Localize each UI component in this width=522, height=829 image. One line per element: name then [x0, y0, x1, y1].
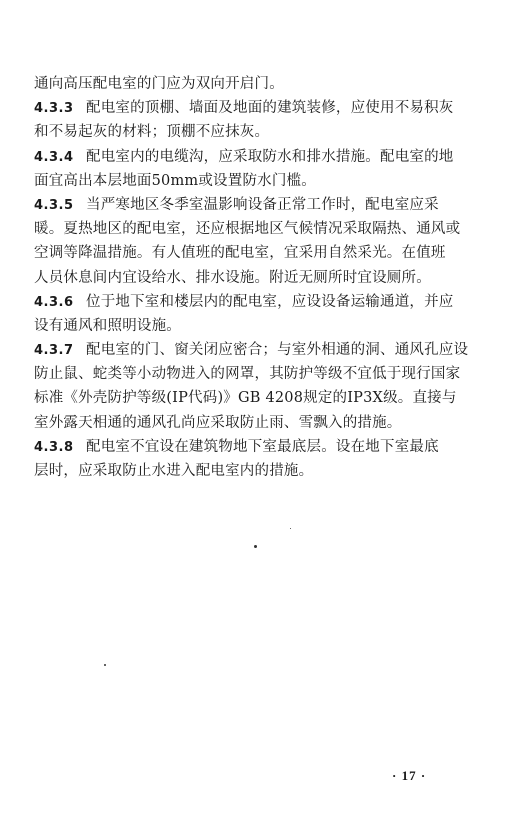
clause-4-3-4 [34, 145, 476, 169]
text-line [34, 362, 476, 386]
clause-number: 4.3.7 [34, 343, 74, 359]
page-number: · 17 · [392, 768, 427, 783]
scan-speck [254, 545, 257, 548]
text-line-content: 防止鼠、蛇类等小动物进入的网罩，其防护等级不宜低于现行国家 [34, 366, 461, 383]
text-line-content: 室外露天相通的通风孔尚应采取防止雨、雪飘入的措施。 [34, 414, 402, 431]
text-line-content: 通向高压配电室的门应为双向开启门。 [34, 76, 284, 92]
clause-number: 4.3.4 [34, 149, 74, 165]
text-line [34, 459, 476, 483]
clause-4-3-3 [34, 96, 476, 120]
text-line [34, 411, 476, 435]
text-line-content: 标准《外壳防护等级(IP代码)》GB 4208规定的IP3X级。直接与 [34, 390, 457, 407]
text-line-content: 暖。夏热地区的配电室，还应根据地区气候情况采取隔热、通风或 [34, 221, 461, 238]
document-body [34, 72, 476, 483]
text-line-content: 层时，应采取防止水进入配电室内的措施。 [34, 463, 314, 479]
text-line [34, 266, 476, 290]
text-line [34, 217, 476, 241]
text-line-content: 设有通风和照明设施。 [34, 317, 181, 334]
clause-4-3-8 [34, 435, 476, 459]
text-line-content: 人员休息间内宜设给水、排水设施。附近无厕所时宜设厕所。 [34, 269, 431, 286]
clause-number: 4.3.6 [34, 294, 74, 310]
text-line-content: 配电室的顶棚、墙面及地面的建筑装修，应使用不易积灰 [86, 100, 454, 117]
clause-number: 4.3.5 [34, 197, 74, 213]
text-line-content: 配电室不宜设在建筑物地下室最底层。设在地下室最底 [86, 438, 439, 455]
clause-4-3-7 [34, 338, 476, 362]
scan-speck [104, 664, 106, 666]
clause-4-3-6 [34, 290, 476, 314]
text-line-content: 空调等降温措施。有人值班的配电室，宜采用自然采光。在值班 [34, 245, 446, 262]
text-line-content: 位于地下室和楼层内的配电室，应设设备运输通道，并应 [86, 293, 454, 310]
scan-speck [290, 528, 291, 529]
text-line [34, 169, 476, 193]
clause-number: 4.3.3 [34, 101, 74, 117]
text-line [34, 72, 476, 96]
text-line [34, 120, 476, 144]
text-line-content: 配电室的门、窗关闭应密合；与室外相通的洞、通风孔应设 [86, 342, 469, 359]
text-line-content: 和不易起灰的材料；顶棚不应抹灰。 [34, 124, 270, 141]
text-line [34, 386, 476, 410]
text-line-content: 面宜高出本层地面50mm或设置防水门槛。 [34, 172, 316, 189]
text-line [34, 314, 476, 338]
text-line [34, 241, 476, 265]
text-line-content: 配电室内的电缆沟，应采取防水和排水措施。配电室的地 [86, 148, 454, 165]
clause-number: 4.3.8 [34, 439, 74, 455]
text-line-content: 当严寒地区冬季室温影响设备正常工作时，配电室应采 [86, 196, 439, 213]
clause-4-3-5 [34, 193, 476, 217]
